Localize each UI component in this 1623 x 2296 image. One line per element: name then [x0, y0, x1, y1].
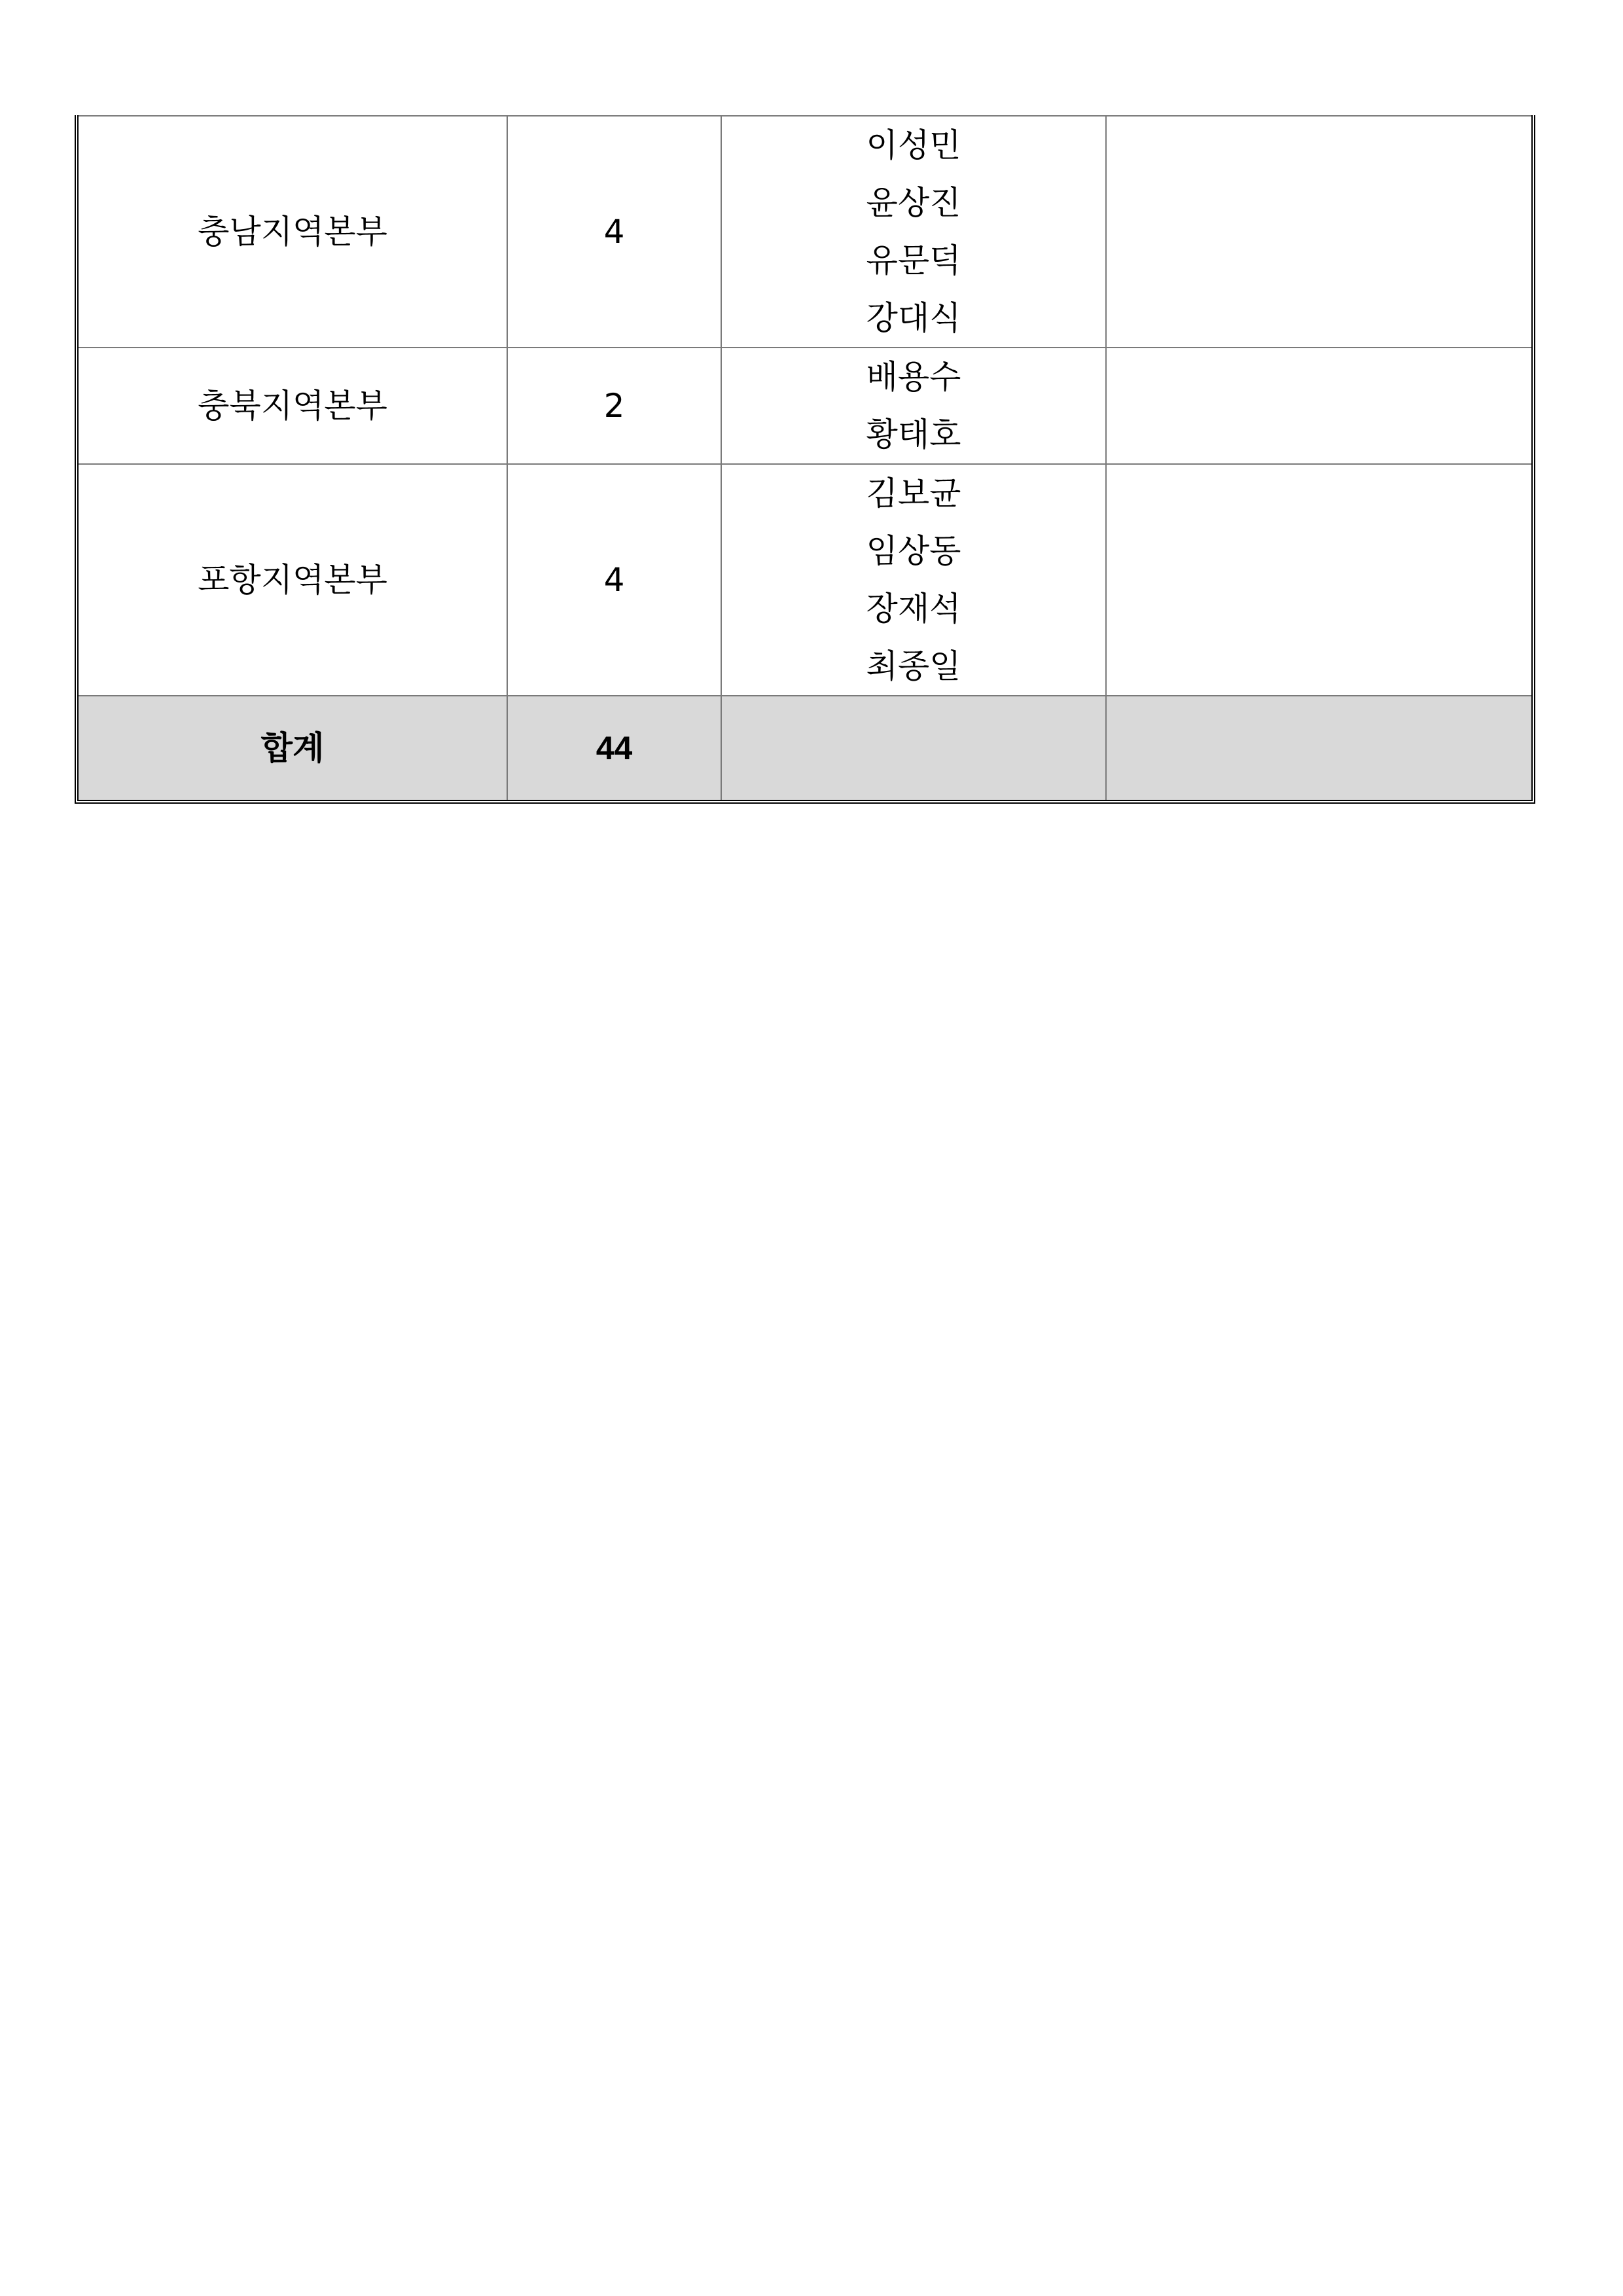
member-name: 김보균: [866, 475, 961, 512]
table-row: [79, 464, 1531, 696]
member-name: 배용수: [866, 358, 961, 396]
total-count-cell: 44: [507, 696, 721, 800]
member-name: 임상동: [866, 532, 961, 570]
total-row: [79, 696, 1531, 800]
total-note-cell: [1106, 696, 1531, 800]
total-names-cell: [721, 696, 1106, 800]
region-cell: 충북지역본부: [79, 348, 507, 464]
member-name: 장재석: [866, 590, 961, 628]
note-cell: [1106, 464, 1531, 696]
roster-table: [79, 115, 1531, 800]
count-cell: 4: [507, 116, 721, 348]
total-label-cell: 합계: [79, 696, 507, 800]
note-cell: [1106, 116, 1531, 348]
names-cell: [721, 116, 1106, 348]
note-cell: [1106, 348, 1531, 464]
count-cell: 4: [507, 464, 721, 696]
names-cell: [721, 464, 1106, 696]
member-name: 최종일: [866, 647, 961, 685]
member-name: 윤상진: [866, 184, 961, 222]
table-row: [79, 116, 1531, 348]
roster-table-container: [75, 115, 1535, 804]
count-cell: 2: [507, 348, 721, 464]
names-cell: [721, 348, 1106, 464]
member-name: 이성민: [866, 126, 961, 164]
table-row: [79, 348, 1531, 464]
member-name: 황태호: [866, 416, 961, 454]
region-cell: 포항지역본부: [79, 464, 507, 696]
member-name: 강대식: [866, 299, 961, 337]
region-cell: 충남지역본부: [79, 116, 507, 348]
member-name: 유문덕: [866, 242, 961, 279]
